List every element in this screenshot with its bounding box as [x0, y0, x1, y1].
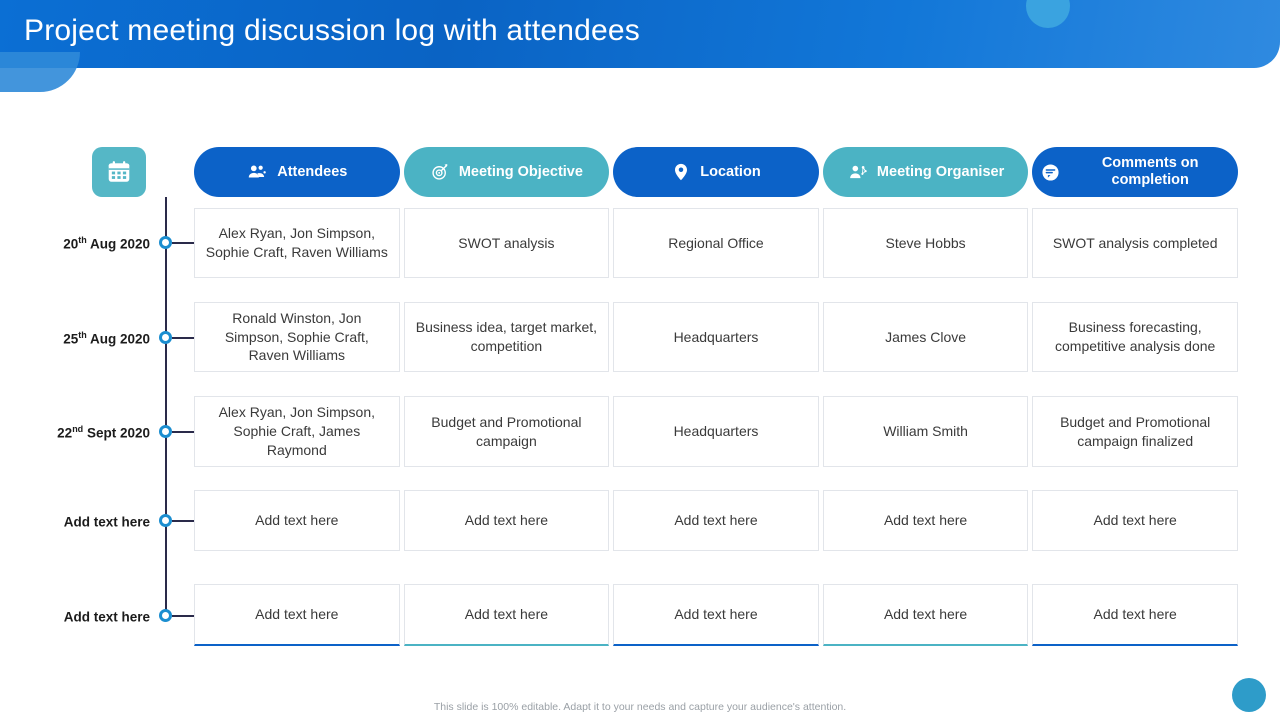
corner-decor-circle: [1232, 678, 1266, 712]
calendar-icon: [92, 147, 146, 197]
table-row: [194, 584, 1238, 646]
cell-comments[interactable]: Add text here: [1032, 490, 1238, 551]
timeline-connector-5: [172, 615, 194, 617]
cell-location[interactable]: Regional Office: [613, 208, 819, 278]
cell-attendees[interactable]: Ronald Winston, Jon Simpson, Sophie Craft, Raven Williams: [194, 302, 400, 372]
timeline-connector-3: [172, 431, 194, 433]
table-row: [194, 302, 1238, 372]
page-title: Project meeting discussion log with attendees: [24, 14, 641, 47]
organiser-icon: [847, 162, 868, 183]
cell-meeting-organiser[interactable]: James Clove: [823, 302, 1029, 372]
cell-meeting-organiser[interactable]: Add text here: [823, 490, 1029, 551]
cell-attendees[interactable]: Alex Ryan, Jon Simpson, Sophie Craft, James Raymond: [194, 396, 400, 467]
target-icon: [430, 162, 450, 182]
column-header-label: Location: [700, 163, 761, 180]
row-date-1: [24, 235, 150, 252]
row-date-day: Add: [63, 609, 90, 625]
timeline-node-3: [159, 425, 172, 438]
cell-meeting-objective[interactable]: Add text here: [404, 490, 610, 551]
cell-location[interactable]: Headquarters: [613, 396, 819, 467]
cell-meeting-objective[interactable]: Business idea, target market, competition: [404, 302, 610, 372]
cell-comments[interactable]: SWOT analysis completed: [1032, 208, 1238, 278]
timeline-node-2: [159, 331, 172, 344]
attendees-icon: [246, 161, 268, 183]
row-date-rest: Aug 2020: [89, 236, 150, 252]
cell-location[interactable]: Add text here: [613, 490, 819, 551]
cell-meeting-organiser[interactable]: Add text here: [823, 584, 1029, 646]
cell-meeting-objective[interactable]: Add text here: [404, 584, 610, 646]
column-header-location[interactable]: [613, 147, 819, 197]
cell-meeting-organiser[interactable]: Steve Hobbs: [823, 208, 1029, 278]
location-pin-icon: [671, 161, 691, 183]
column-header-label: Meeting Organiser: [876, 163, 1005, 180]
row-date-3: [24, 424, 150, 441]
timeline-connector-2: [172, 337, 194, 339]
cell-comments[interactable]: Budget and Promotional campaign finalized: [1032, 396, 1238, 467]
timeline-connector-1: [172, 242, 194, 244]
row-date-4: [24, 513, 150, 530]
slide-header: [0, 0, 1280, 68]
column-header-label: Comments on completion: [1101, 155, 1199, 188]
row-date-rest: text here: [93, 514, 150, 530]
row-date-ordinal: th: [78, 235, 87, 245]
cell-location[interactable]: Add text here: [613, 584, 819, 646]
table-row: [194, 490, 1238, 551]
column-header-label: Attendees: [277, 163, 348, 180]
cell-meeting-organiser[interactable]: William Smith: [823, 396, 1029, 467]
column-header-comments-on-completion[interactable]: [1032, 147, 1238, 197]
table-row: [194, 208, 1238, 278]
row-date-ordinal: nd: [72, 424, 84, 434]
row-date-day: 25: [63, 331, 79, 347]
cell-meeting-objective[interactable]: SWOT analysis: [404, 208, 610, 278]
column-header-meeting-organiser[interactable]: [823, 147, 1029, 197]
header-decor-circle: [1026, 0, 1070, 28]
cell-comments[interactable]: Business forecasting, competitive analysis done: [1032, 302, 1238, 372]
cell-attendees[interactable]: Alex Ryan, Jon Simpson, Sophie Craft, Raven Williams: [194, 208, 400, 278]
timeline-axis: [165, 197, 167, 621]
cell-comments[interactable]: Add text here: [1032, 584, 1238, 646]
row-date-rest: Sept 2020: [86, 425, 150, 441]
column-header-meeting-objective[interactable]: [404, 147, 610, 197]
row-date-rest: Aug 2020: [89, 331, 150, 347]
header-decor-curve: [0, 52, 80, 92]
cell-attendees[interactable]: Add text here: [194, 584, 400, 646]
row-date-rest: text here: [93, 609, 150, 625]
slide-footnote: This slide is 100% editable. Adapt it to your needs and capture your audience's attention.: [433, 701, 847, 713]
timeline-node-1: [159, 236, 172, 249]
row-date-ordinal: th: [78, 330, 87, 340]
column-header-label: Meeting Objective: [458, 163, 583, 180]
row-date-5: [24, 608, 150, 625]
comment-icon: [1040, 162, 1061, 183]
row-date-day: 22: [57, 425, 73, 441]
row-date-day: 20: [63, 236, 79, 252]
cell-location[interactable]: Headquarters: [613, 302, 819, 372]
timeline-node-4: [159, 514, 172, 527]
cell-attendees[interactable]: Add text here: [194, 490, 400, 551]
row-date-2: [24, 330, 150, 347]
column-header-attendees[interactable]: [194, 147, 400, 197]
row-date-day: Add: [63, 514, 90, 530]
timeline-connector-4: [172, 520, 194, 522]
timeline-node-5: [159, 609, 172, 622]
cell-meeting-objective[interactable]: Budget and Promotional campaign: [404, 396, 610, 467]
column-header-row: [194, 147, 1238, 197]
table-row: [194, 396, 1238, 467]
